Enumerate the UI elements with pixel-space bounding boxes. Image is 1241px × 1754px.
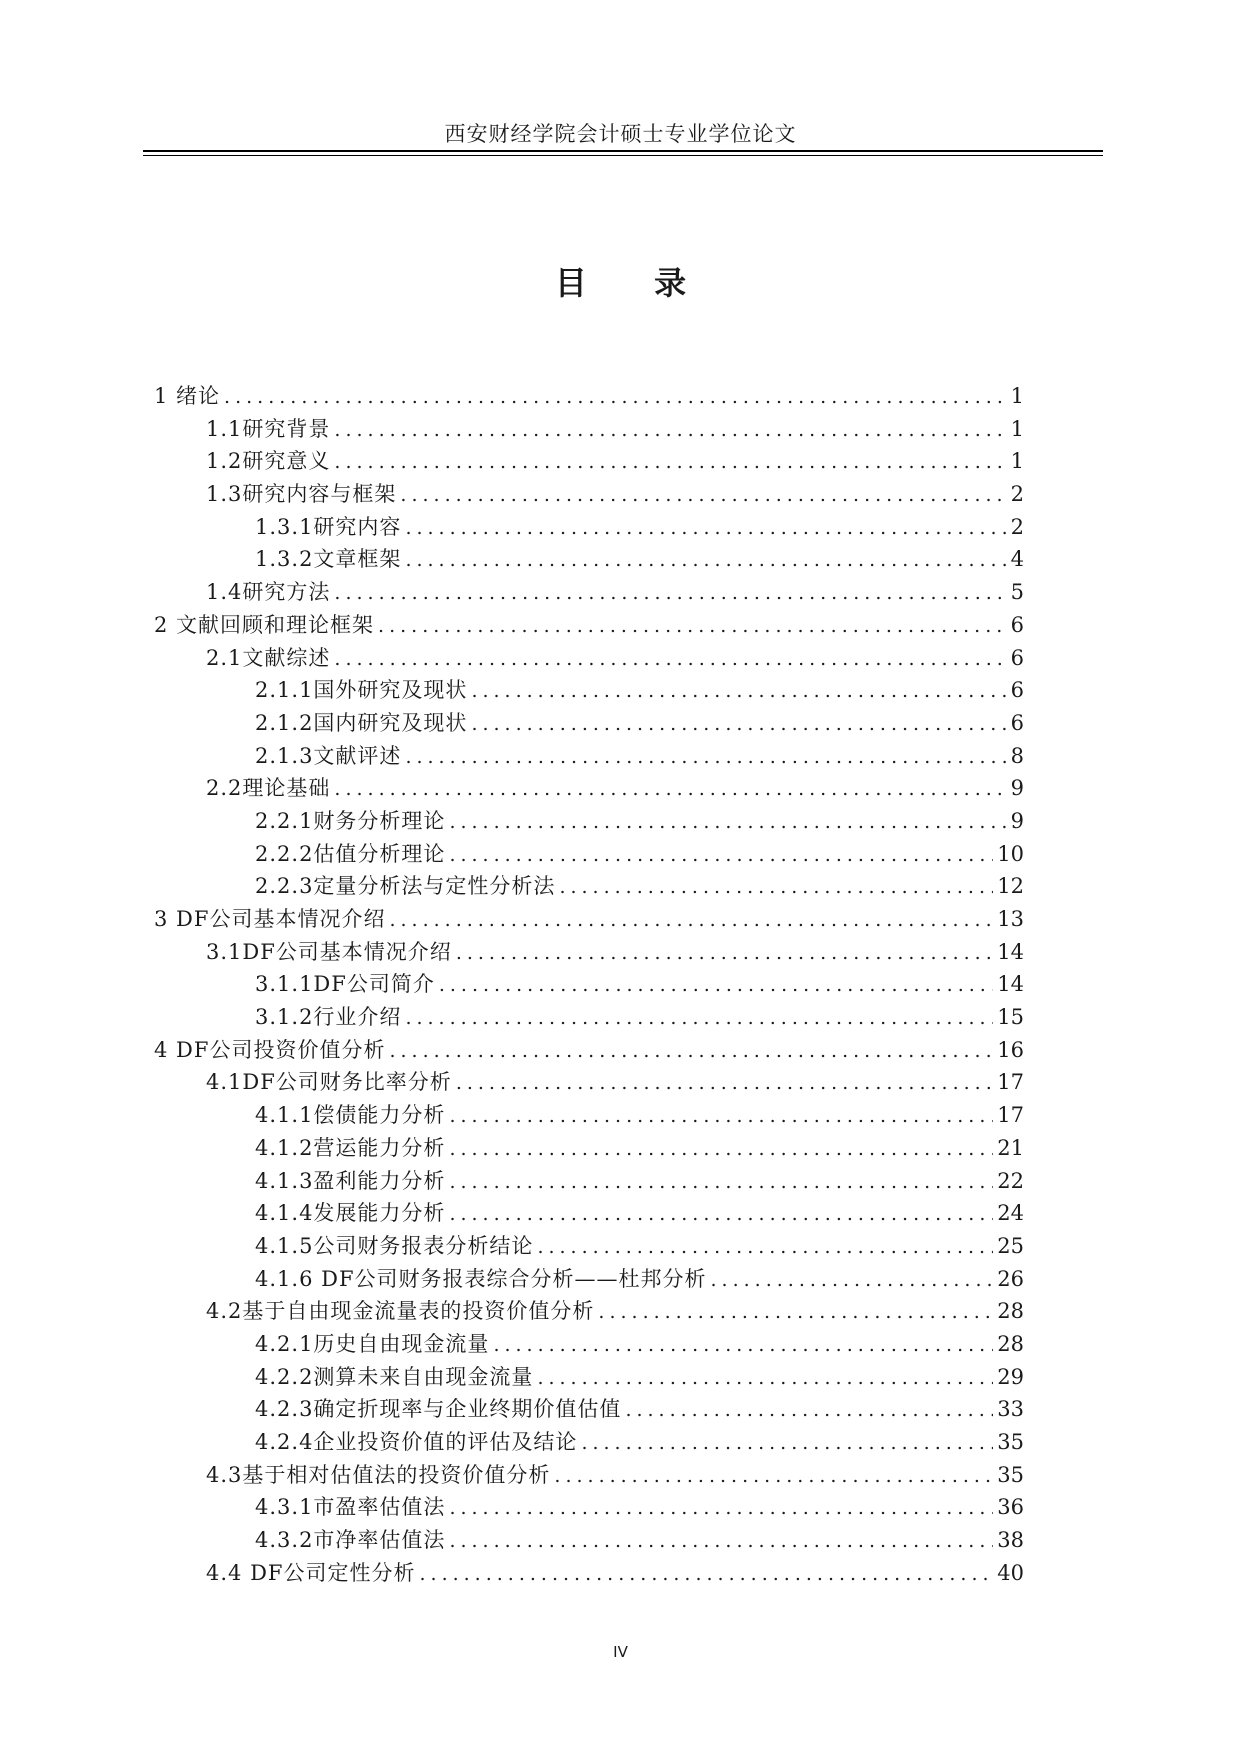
toc-leader-dots	[598, 1296, 993, 1329]
toc-entry-page: 9	[1010, 776, 1024, 801]
toc-entry-label: 1.4研究方法	[206, 580, 331, 605]
toc-entry-page: 15	[997, 1005, 1024, 1030]
toc-entry[interactable]	[154, 1099, 1024, 1132]
toc-leader-dots	[471, 675, 1006, 708]
toc-leader-dots	[449, 1492, 993, 1525]
toc-title: 目 录	[554, 264, 715, 302]
toc-entry-page: 10	[997, 841, 1024, 866]
header-rule-thin	[143, 155, 1103, 156]
toc-entry-page: 21	[997, 1135, 1024, 1160]
toc-entry-label: 4.1.1偿债能力分析	[255, 1103, 446, 1128]
toc-entry-page: 6	[1010, 645, 1024, 670]
toc-entry-page: 12	[997, 874, 1024, 899]
toc-leader-dots	[439, 969, 993, 1002]
toc-entry-page: 14	[997, 972, 1024, 997]
toc-leader-dots	[389, 904, 993, 937]
toc-entry-page: 13	[997, 907, 1024, 931]
toc-leader-dots	[449, 1133, 993, 1166]
toc-entry[interactable]	[154, 1066, 1024, 1099]
toc-entry-label: 3.1.2行业介绍	[255, 1005, 402, 1030]
toc-entry-label: 4.3.2市净率估值法	[255, 1528, 446, 1553]
toc-leader-dots	[449, 806, 1006, 839]
toc-leader-dots	[456, 937, 993, 970]
toc-entry-label: 4.4 DF公司定性分析	[206, 1560, 416, 1585]
toc-entry-page: 9	[1010, 808, 1024, 833]
toc-entry-label: 2.2.3定量分析法与定性分析法	[255, 874, 556, 899]
toc-leader-dots	[449, 839, 993, 872]
toc-entry-label: 4.1.6 DF公司财务报表综合分析——杜邦分析	[255, 1266, 707, 1291]
toc-entry-page: 17	[997, 1103, 1024, 1128]
toc-leader-dots	[493, 1329, 993, 1362]
toc-leader-dots	[419, 1558, 993, 1591]
toc-entry[interactable]	[154, 1295, 1024, 1328]
toc-entry[interactable]	[154, 413, 1024, 446]
toc-leader-dots	[400, 479, 1006, 512]
toc-entry-label: 1.3.1研究内容	[255, 514, 402, 539]
toc-leader-dots	[405, 1002, 993, 1035]
header-rule-thick	[143, 150, 1103, 152]
toc-entry[interactable]	[154, 674, 1024, 707]
toc-entry-page: 28	[997, 1331, 1024, 1356]
toc-entry-label: 4.1.2营运能力分析	[255, 1135, 446, 1160]
toc-entry[interactable]	[154, 707, 1024, 740]
toc-leader-dots	[405, 741, 1006, 774]
toc-entry-label: 4 DF公司投资价值分析	[154, 1037, 386, 1062]
toc-entry-label: 2.2理论基础	[206, 776, 331, 801]
toc-entry-label: 3.1.1DF公司简介	[255, 972, 435, 997]
toc-entry[interactable]	[154, 772, 1024, 805]
toc-entry-page: 2	[1010, 482, 1024, 507]
toc-leader-dots	[471, 708, 1006, 741]
toc-entry[interactable]	[154, 1034, 1024, 1067]
toc-entry[interactable]	[154, 380, 1024, 413]
toc-leader-dots	[334, 577, 1006, 610]
toc-leader-dots	[711, 1264, 994, 1297]
toc-leader-dots	[334, 414, 1006, 447]
toc-entry-label: 4.2.1历史自由现金流量	[255, 1331, 490, 1356]
toc-entry[interactable]	[154, 740, 1024, 773]
toc-entry-page: 17	[997, 1070, 1024, 1095]
toc-leader-dots	[449, 1198, 993, 1231]
toc-leader-dots	[449, 1100, 993, 1133]
toc-leader-dots	[389, 1035, 993, 1068]
toc-entry-label: 1.2研究意义	[206, 449, 331, 474]
toc-entry-label: 2.1.1国外研究及现状	[255, 678, 468, 703]
toc-entry-label: 2.2.2估值分析理论	[255, 841, 446, 866]
toc-entry-page: 25	[997, 1233, 1024, 1258]
toc-entry[interactable]	[154, 1197, 1024, 1230]
toc-entry-label: 4.2.4企业投资价值的评估及结论	[255, 1430, 578, 1454]
toc-entry-page: 14	[997, 939, 1024, 964]
toc-entry-label: 4.2基于自由现金流量表的投资价值分析	[206, 1299, 595, 1324]
toc-leader-dots	[537, 1231, 993, 1264]
toc-entry-label: 3 DF公司基本情况介绍	[154, 907, 386, 931]
toc-entry[interactable]	[154, 1524, 1024, 1557]
toc-entry[interactable]	[154, 1361, 1024, 1394]
toc-entry-page: 40	[997, 1560, 1024, 1585]
toc-entry-page: 35	[997, 1430, 1024, 1454]
toc-entry-page: 1	[1010, 384, 1024, 408]
toc-entry[interactable]	[154, 642, 1024, 675]
running-header: 西安财经学院会计硕士专业学位论文	[444, 122, 797, 146]
toc-leader-dots	[224, 381, 1007, 414]
toc-list	[154, 380, 1024, 1589]
toc-entry[interactable]	[154, 1426, 1024, 1459]
toc-entry-label: 4.3.1市盈率估值法	[255, 1495, 446, 1520]
toc-entry-label: 1.3.2文章框架	[255, 547, 402, 572]
toc-entry[interactable]	[154, 1557, 1024, 1590]
toc-entry-label: 1 绪论	[154, 384, 221, 408]
toc-entry-page: 6	[1010, 678, 1024, 703]
toc-leader-dots	[581, 1427, 993, 1460]
toc-leader-dots	[537, 1362, 993, 1395]
toc-entry-page: 1	[1010, 416, 1024, 441]
toc-entry[interactable]	[154, 1328, 1024, 1361]
toc-entry[interactable]	[154, 609, 1024, 642]
toc-entry[interactable]	[154, 1393, 1024, 1426]
toc-leader-dots	[449, 1166, 993, 1199]
toc-entry[interactable]	[154, 478, 1024, 511]
toc-entry-label: 2.1.3文献评述	[255, 743, 402, 768]
toc-entry-page: 1	[1010, 449, 1024, 474]
toc-entry-label: 4.1.3盈利能力分析	[255, 1168, 446, 1193]
toc-entry[interactable]	[154, 1132, 1024, 1165]
toc-entry-page: 6	[1010, 612, 1024, 637]
toc-entry[interactable]	[154, 1491, 1024, 1524]
toc-entry-page: 8	[1010, 743, 1024, 768]
toc-entry[interactable]	[154, 870, 1024, 903]
toc-entry-page: 24	[997, 1201, 1024, 1226]
page-number: IV	[613, 1643, 628, 1661]
toc-entry-label: 4.2.3确定折现率与企业终期价值估值	[255, 1397, 622, 1422]
toc-entry-label: 4.2.2测算未来自由现金流量	[255, 1364, 534, 1389]
toc-entry[interactable]	[154, 1230, 1024, 1263]
toc-entry-label: 4.1.4发展能力分析	[255, 1201, 446, 1226]
toc-entry-page: 28	[997, 1299, 1024, 1324]
toc-entry-page: 6	[1010, 710, 1024, 735]
toc-leader-dots	[334, 773, 1006, 806]
toc-leader-dots	[449, 1525, 993, 1558]
toc-entry[interactable]	[154, 1263, 1024, 1296]
toc-entry[interactable]	[154, 903, 1024, 936]
toc-leader-dots	[559, 871, 993, 904]
toc-entry[interactable]	[154, 1165, 1024, 1198]
toc-leader-dots	[405, 544, 1006, 577]
toc-entry-label: 4.1DF公司财务比率分析	[206, 1070, 452, 1095]
toc-entry-label: 2.1文献综述	[206, 645, 331, 670]
toc-entry-page: 5	[1010, 580, 1024, 605]
toc-entry[interactable]	[154, 1459, 1024, 1492]
toc-entry-page: 36	[997, 1495, 1024, 1520]
toc-entry-label: 4.3基于相对估值法的投资价值分析	[206, 1462, 551, 1487]
toc-entry-label: 2.2.1财务分析理论	[255, 808, 446, 833]
toc-entry-page: 16	[997, 1037, 1024, 1062]
toc-leader-dots	[378, 610, 1007, 643]
toc-entry-label: 4.1.5公司财务报表分析结论	[255, 1233, 534, 1258]
toc-leader-dots	[554, 1460, 993, 1493]
toc-entry[interactable]	[154, 968, 1024, 1001]
toc-entry-label: 1.1研究背景	[206, 416, 331, 441]
toc-entry-page: 26	[997, 1266, 1024, 1291]
toc-entry-label: 1.3研究内容与框架	[206, 482, 397, 507]
toc-entry[interactable]	[154, 511, 1024, 544]
toc-entry-page: 4	[1010, 547, 1024, 572]
toc-leader-dots	[334, 446, 1006, 479]
toc-entry[interactable]	[154, 805, 1024, 838]
toc-leader-dots	[334, 643, 1006, 676]
toc-entry[interactable]	[154, 936, 1024, 969]
toc-entry-label: 2.1.2国内研究及现状	[255, 710, 468, 735]
toc-entry-page: 22	[997, 1168, 1024, 1193]
toc-leader-dots	[405, 512, 1006, 545]
toc-entry[interactable]	[154, 576, 1024, 609]
toc-leader-dots	[456, 1067, 993, 1100]
toc-entry-label: 3.1DF公司基本情况介绍	[206, 939, 452, 964]
toc-entry-page: 29	[997, 1364, 1024, 1389]
toc-entry-page: 35	[997, 1462, 1024, 1487]
toc-entry-page: 33	[997, 1397, 1024, 1422]
toc-entry[interactable]	[154, 445, 1024, 478]
toc-leader-dots	[625, 1394, 993, 1427]
toc-entry-page: 38	[997, 1528, 1024, 1553]
toc-entry-label: 2 文献回顾和理论框架	[154, 612, 375, 637]
toc-entry[interactable]	[154, 838, 1024, 871]
toc-entry[interactable]	[154, 1001, 1024, 1034]
toc-entry-page: 2	[1010, 514, 1024, 539]
toc-entry[interactable]	[154, 543, 1024, 576]
